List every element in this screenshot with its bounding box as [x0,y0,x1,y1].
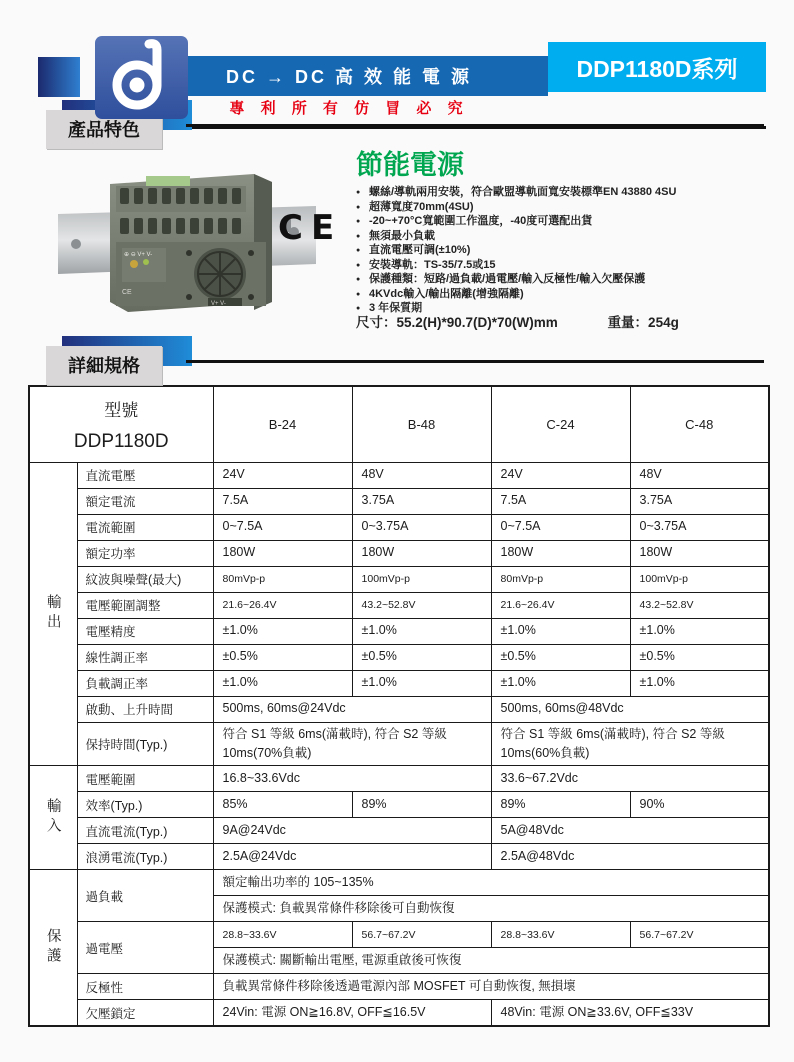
spec-row [29,792,769,818]
feature-item: ● 安裝導軌：TS-35/7.5或15 [356,258,776,273]
spec-cell: 28.8~33.6V [213,922,352,948]
dimensions-line [356,311,679,331]
spec-row [29,592,769,618]
spec-row-label: 啟動、上升時間 [77,696,213,722]
spec-cell: 33.6~67.2Vdc [491,766,769,792]
spec-cell: 85% [213,792,352,818]
model-value: DDP1180D [73,430,169,452]
feature-item: ● 無須最小負載 [356,229,776,244]
model-label: 型號 [104,400,139,420]
spec-row [29,618,769,644]
spec-table-body [29,462,769,1026]
spec-row [29,514,769,540]
spec-cell: 16.8~33.6Vdc [213,766,491,792]
spec-cell: 48V [630,462,769,488]
spec-cell: 500ms, 60ms@48Vdc [491,696,769,722]
spec-row [29,844,769,870]
feature-item: ● 超薄寬度70mm(4SU) [356,200,776,215]
column-header-c48: C-48 [630,386,769,462]
column-header-b24: B-24 [213,386,352,462]
spec-cell: ±0.5% [213,644,352,670]
features-section-label: 產品特色 [46,110,162,149]
spec-cell: 48Vin: 電源 ON≧33.6V, OFF≦33V [491,1000,769,1026]
column-header-b48: B-48 [352,386,491,462]
svg-text:⊕ ⊖ V+ V-: ⊕ ⊖ V+ V- [124,252,153,258]
spec-row [29,766,769,792]
spec-row-label: 電壓範圍調整 [77,592,213,618]
spec-row-label: 過負載 [77,870,213,922]
spec-cell: 80mVp-p [213,566,352,592]
specs-rule [186,360,764,363]
spec-row-label: 負載調正率 [77,670,213,696]
spec-cell: 0~3.75A [352,514,491,540]
spec-row-label: 額定電流 [77,488,213,514]
spec-row-label: 額定功率 [77,540,213,566]
spec-cell: 500ms, 60ms@24Vdc [213,696,491,722]
spec-cell: ±1.0% [491,618,630,644]
spec-row-label: 保持時間(Typ.) [77,722,213,766]
header-accent-square [38,57,80,97]
spec-cell: 100mVp-p [352,566,491,592]
spec-cell: 符合 S1 等級 6ms(滿載時), 符合 S2 等級 10ms(60%負載) [491,722,769,766]
model-header [29,386,213,462]
spec-cell: 0~7.5A [213,514,352,540]
spec-row [29,644,769,670]
spec-cell: 3.75A [352,488,491,514]
feature-item: ● 4KVdc輸入/輸出隔離(增強隔離) [356,287,776,302]
spec-cell: ±1.0% [630,618,769,644]
feature-item: ● 直流電壓可調(±10%) [356,243,776,258]
spec-row-label: 紋波與噪聲(最大) [77,566,213,592]
spec-cell: ±1.0% [352,670,491,696]
svg-text:CE: CE [122,289,132,296]
spec-row-label: 電壓精度 [77,618,213,644]
svg-text:V+ V-: V+ V- [211,301,226,307]
specs-section-head [0,336,794,382]
spec-row-label: 反極性 [77,974,213,1000]
spec-row [29,696,769,722]
spec-cell: 負載異常條件移除後透過電源內部 MOSFET 可自動恢復, 無損壞 [213,974,769,1000]
features-rule [186,124,764,127]
spec-cell: 2.5A@48Vdc [491,844,769,870]
page-title: DC → DC 高 效 能 電 源 [225,67,472,87]
spec-cell: 90% [630,792,769,818]
spec-group-label: 保護 [29,870,77,1026]
spec-row-label: 過電壓 [77,922,213,974]
spec-cell: 43.2~52.8V [630,592,769,618]
spec-cell: 80mVp-p [491,566,630,592]
spec-row-label: 直流電壓 [77,462,213,488]
patent-notice: 專 利 所 有 仿 冒 必 究 [229,100,469,117]
spec-row-label: 線性調正率 [77,644,213,670]
spec-cell: 180W [491,540,630,566]
spec-row-label: 欠壓鎖定 [77,1000,213,1026]
spec-table [28,385,770,1027]
spec-cell: 保護模式: 關斷輸出電壓, 電源重啟後可恢復 [213,948,769,974]
feature-item: ● 3 年保質期 [356,301,776,316]
spec-cell: 21.6~26.4V [213,592,352,618]
brand-logo [95,36,188,119]
spec-row-label: 效率(Typ.) [77,792,213,818]
spec-cell: 180W [213,540,352,566]
spec-row [29,870,769,896]
spec-row [29,670,769,696]
spec-cell: 24Vin: 電源 ON≧16.8V, OFF≦16.5V [213,1000,491,1026]
spec-cell: 56.7~67.2V [630,922,769,948]
spec-cell: 43.2~52.8V [352,592,491,618]
spec-row [29,818,769,844]
spec-cell: 符合 S1 等級 6ms(滿載時), 符合 S2 等級 10ms(70%負載) [213,722,491,766]
specs-section-label: 詳細規格 [46,346,162,385]
spec-row [29,922,769,948]
feature-item: ● 螺絲/導軌兩用安裝，符合歐盟導軌面寬安裝標準EN 43880 4SU [356,185,776,200]
spec-cell: 0~7.5A [491,514,630,540]
spec-cell: 48V [352,462,491,488]
brand-logo-icon [95,36,188,119]
ce-mark: CE [278,208,343,248]
spec-cell: 24V [213,462,352,488]
spec-header-row [29,386,769,462]
series-name: DDP1180D系列 [576,55,738,82]
weight-value: 重量：254g [607,315,679,330]
spec-row-label: 電壓範圍 [77,766,213,792]
title-bar [150,56,548,96]
dimensions-value: 尺寸：55.2(H)*90.7(D)*70(W)mm [356,315,558,330]
spec-row [29,462,769,488]
features-block [356,143,776,316]
spec-group-label: 輸入 [29,766,77,870]
spec-cell: ±1.0% [352,618,491,644]
feature-item: ● 保護種類：短路/過負載/過電壓/輸入反極性/輸入欠壓保護 [356,272,776,287]
spec-cell: 24V [491,462,630,488]
spec-cell: 28.8~33.6V [491,922,630,948]
spec-row [29,974,769,1000]
spec-row-label: 直流電流(Typ.) [77,818,213,844]
spec-row [29,722,769,766]
series-badge [548,42,766,92]
spec-cell: ±0.5% [491,644,630,670]
spec-cell: ±1.0% [213,618,352,644]
spec-cell: 100mVp-p [630,566,769,592]
spec-cell: 保護模式: 負載異常條件移除後可自動恢復 [213,896,769,922]
spec-cell: 5A@48Vdc [491,818,769,844]
spec-row [29,566,769,592]
spec-cell: 0~3.75A [630,514,769,540]
spec-cell: 額定輸出功率的 105~135% [213,870,769,896]
spec-cell: ±1.0% [491,670,630,696]
spec-cell: ±0.5% [630,644,769,670]
spec-cell: ±0.5% [352,644,491,670]
spec-cell: 7.5A [213,488,352,514]
features-title: 節能電源 [356,150,464,180]
feature-item: ● -20~+70°C寬範圍工作溫度，-40度可選配出貨 [356,214,776,229]
spec-row-label: 電流範圍 [77,514,213,540]
spec-cell: 2.5A@24Vdc [213,844,491,870]
column-header-c24: C-24 [491,386,630,462]
spec-row [29,488,769,514]
spec-cell: 21.6~26.4V [491,592,630,618]
spec-cell: 9A@24Vdc [213,818,491,844]
spec-group-label: 輸出 [29,462,77,766]
spec-row [29,540,769,566]
spec-cell: 56.7~67.2V [352,922,491,948]
spec-cell: 89% [352,792,491,818]
spec-row [29,1000,769,1026]
spec-cell: ±1.0% [213,670,352,696]
spec-cell: 180W [630,540,769,566]
spec-cell: 7.5A [491,488,630,514]
spec-cell: 3.75A [630,488,769,514]
spec-cell: 180W [352,540,491,566]
spec-cell: 89% [491,792,630,818]
spec-cell: ±1.0% [630,670,769,696]
spec-row-label: 浪湧電流(Typ.) [77,844,213,870]
feature-list [356,185,776,316]
